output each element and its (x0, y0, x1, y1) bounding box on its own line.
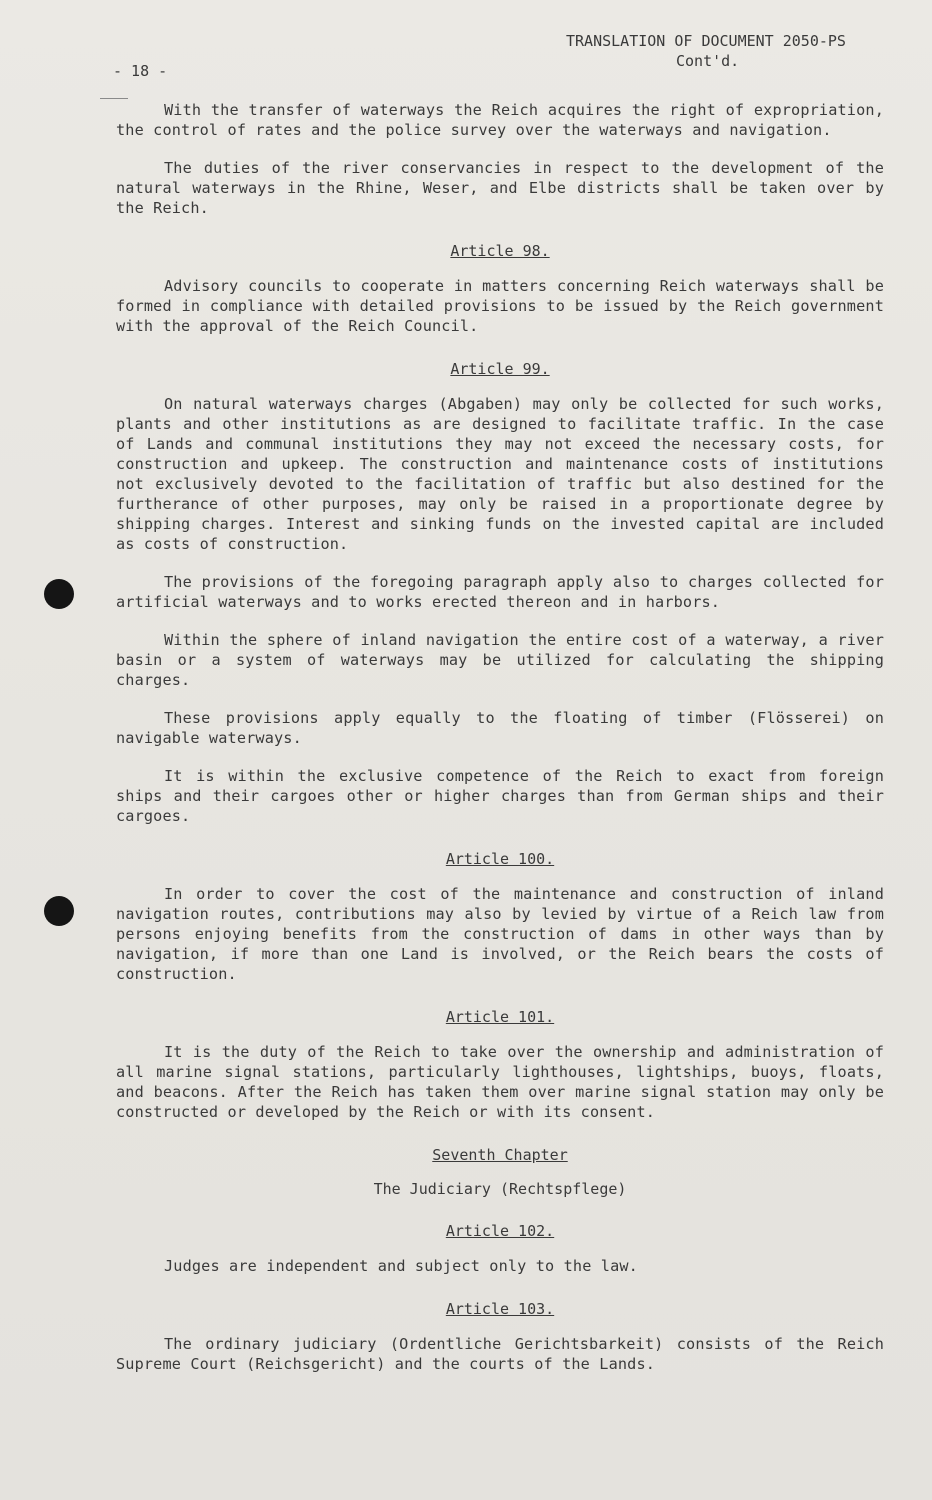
article-100-heading: Article 100. (445, 850, 555, 868)
article-102-heading: Article 102. (445, 1222, 555, 1240)
article-98-heading: Article 98. (450, 242, 550, 260)
punch-hole-top (44, 579, 74, 609)
document-title: TRANSLATION OF DOCUMENT 2050-PS (566, 32, 846, 50)
article-102-text: Judges are independent and subject only to the law. (164, 1257, 638, 1275)
article-101-heading: Article 101. (445, 1008, 555, 1026)
article-99-text-4: These provisions apply equally to the floating of timber (Flösserei) on navigable waterways. (116, 709, 884, 747)
document-body (116, 100, 884, 1392)
page-number: - 18 - (113, 62, 168, 80)
chapter-subtitle: The Judiciary (Rechtspflege) (373, 1180, 627, 1198)
article-101-text: It is the duty of the Reich to take over the ownership and administration of all marine signal stations, particularly lighthouses, lightships, buoys, floats, and beacons. After the Reich has taken them over marine signal station may only be constructed or developed by the Reich or with its consent. (116, 1043, 884, 1121)
continued-label: Cont'd. (676, 52, 740, 70)
margin-mark (100, 98, 128, 99)
article-99-text-1: On natural waterways charges (Abgaben) may only be collected for such works, plants and other institutions as are designed to facilitate traffic. In the case of Lands and communal institutions they may not exceed the necessary costs, for construction and upkeep. The construction and maintenance costs of institutions not exclusively devoted to the facilitation of traffic but also destined for the furtherance of other purposes, may only be raised in a proportionate degree by shipping charges. Interest and sinking funds on the invested capital are included as costs of construction. (116, 395, 884, 553)
article-103-text: The ordinary judiciary (Ordentliche Gerichtsbarkeit) consists of the Reich Supreme Court (Reichsgericht) and the courts of the Lands. (116, 1335, 884, 1373)
article-100-text: In order to cover the cost of the maintenance and construction of inland navigation routes, contributions may also by levied by virtue of a Reich law from persons enjoying benefits from the construction of dams in other ways than by navigation, if more than one Land is involved, or the Reich bears the costs of construction. (116, 885, 884, 983)
article-99-text-2: The provisions of the foregoing paragraph apply also to charges collected for artificial waterways and to works erected thereon and in harbors. (116, 573, 884, 611)
article-99-heading: Article 99. (450, 360, 550, 378)
punch-hole-bottom (44, 896, 74, 926)
article-98-text: Advisory councils to cooperate in matters concerning Reich waterways shall be formed in compliance with detailed provisions to be issued by the Reich government with the approval of the Reich Council. (116, 277, 884, 335)
article-99-text-3: Within the sphere of inland navigation the entire cost of a waterway, a river basin or a system of waterways may be utilized for calculating the shipping charges. (116, 631, 884, 689)
paragraph-expropriation: With the transfer of waterways the Reich acquires the right of expropriation, the control of rates and the police survey over the waterways and navigation. (116, 101, 884, 139)
chapter-heading: Seventh Chapter (432, 1146, 568, 1164)
article-99-text-5: It is within the exclusive competence of the Reich to exact from foreign ships and their cargoes other or higher charges than from German ships and their cargoes. (116, 767, 884, 825)
paragraph-river-conservancies: The duties of the river conservancies in respect to the development of the natural waterways in the Rhine, Weser, and Elbe districts shall be taken over by the Reich. (116, 159, 884, 217)
article-103-heading: Article 103. (445, 1300, 555, 1318)
